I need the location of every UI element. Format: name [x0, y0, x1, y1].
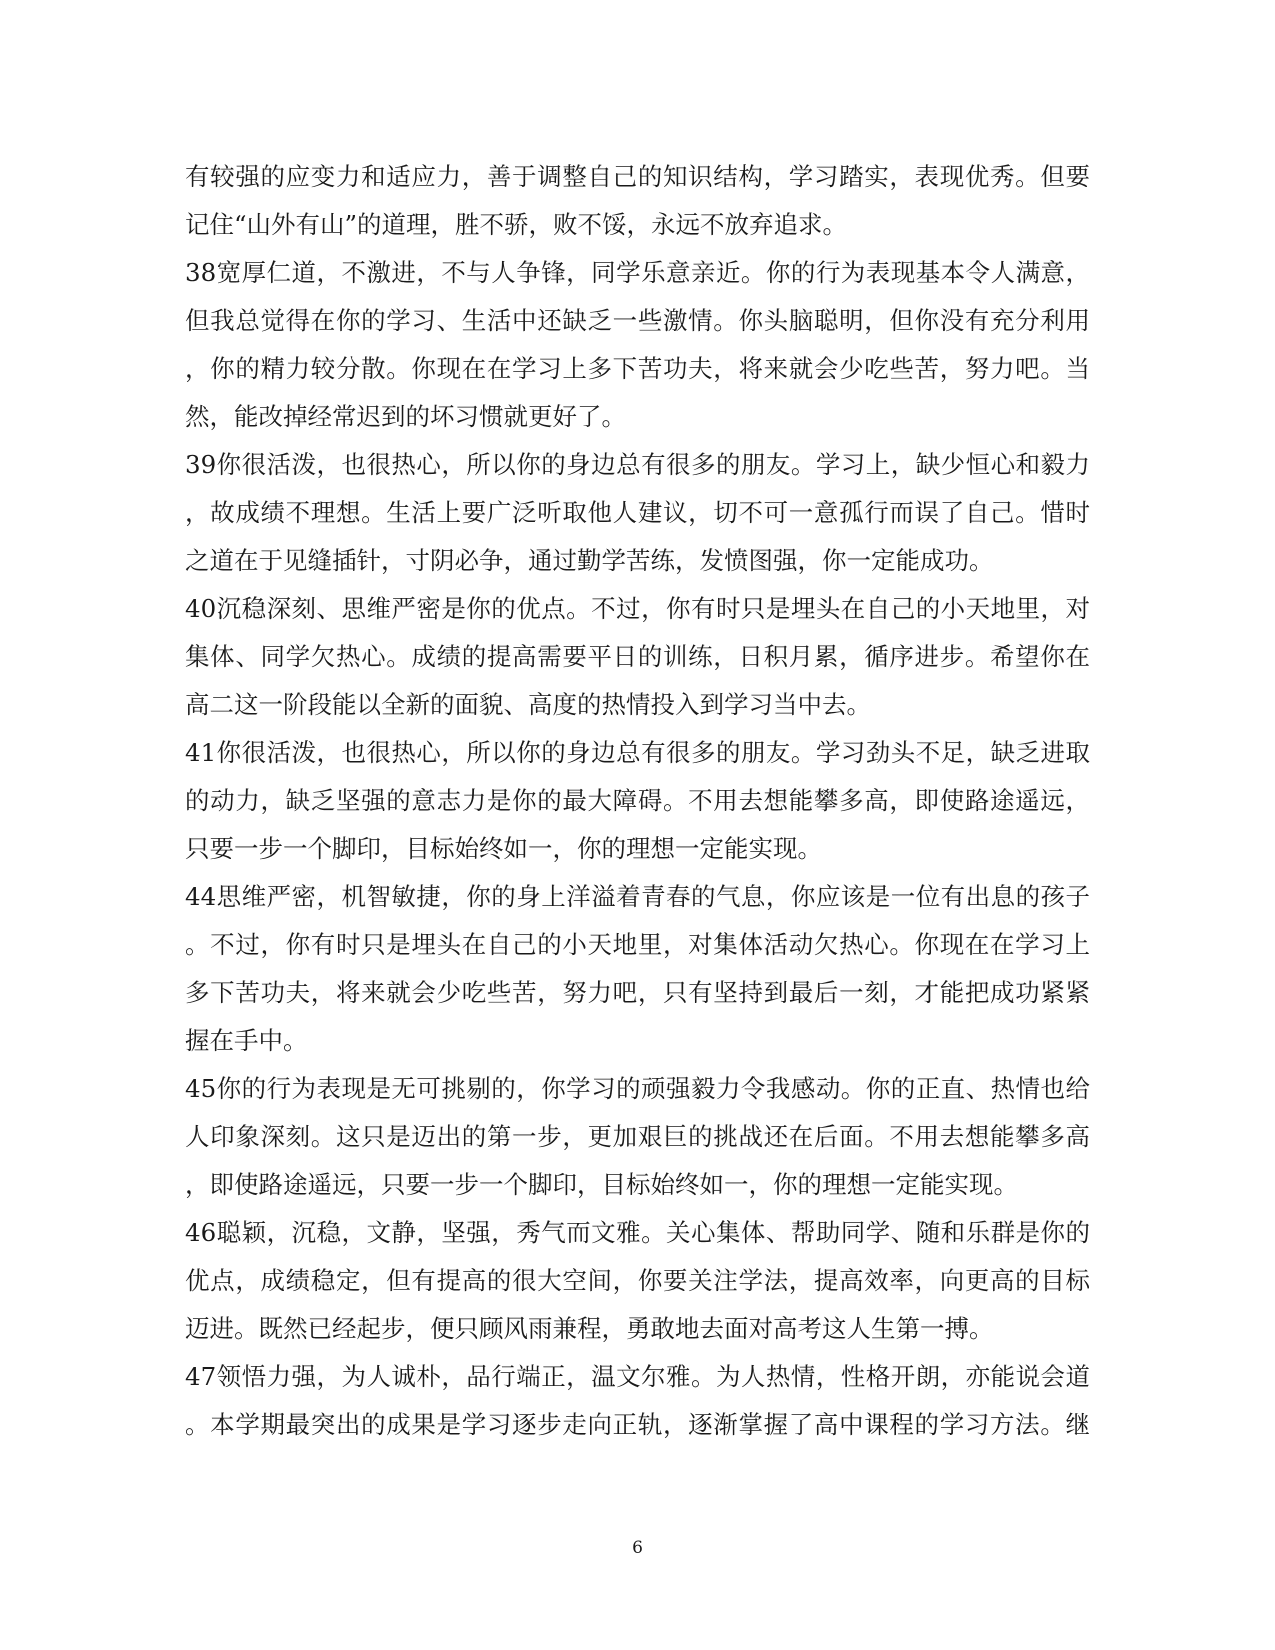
paragraph-45	[185, 1065, 1090, 1209]
text-line: 优点，成绩稳定，但有提高的很大空间，你要关注学法，提高效率，向更高的目标	[185, 1266, 1090, 1295]
text-line: 握在手中。	[185, 1026, 308, 1055]
paragraph-40	[185, 585, 1090, 729]
text-line: 41你很活泼，也很热心，所以你的身边总有很多的朋友。学习劲头不足，缺乏进取	[185, 738, 1090, 767]
paragraph-41	[185, 729, 1090, 873]
text-line: 人印象深刻。这只是迈出的第一步，更加艰巨的挑战还在后面。不用去想能攀多高	[185, 1122, 1090, 1151]
text-line: 迈进。既然已经起步，便只顾风雨兼程，勇敢地去面对高考这人生第一搏。	[185, 1314, 994, 1343]
text-line: 有较强的应变力和适应力，善于调整自己的知识结构，学习踏实，表现优秀。但要	[185, 162, 1090, 191]
text-line: 38宽厚仁道，不激进，不与人争锋，同学乐意亲近。你的行为表现基本令人满意，	[185, 258, 1090, 287]
paragraph-46	[185, 1209, 1090, 1353]
text-line: 高二这一阶段能以全新的面貌、高度的热情投入到学习当中去。	[185, 690, 871, 719]
text-line: 44思维严密，机智敏捷，你的身上洋溢着青春的气息，你应该是一位有出息的孩子	[185, 882, 1090, 911]
text-line: ，故成绩不理想。生活上要广泛听取他人建议，切不可一意孤行而误了自己。惜时	[185, 498, 1090, 527]
text-line: 39你很活泼，也很热心，所以你的身边总有很多的朋友。学习上，缺少恒心和毅力	[185, 450, 1090, 479]
paragraph-intro	[185, 153, 1090, 249]
paragraph-47	[185, 1353, 1090, 1449]
paragraph-44	[185, 873, 1090, 1065]
text-line: 。不过，你有时只是埋头在自己的小天地里，对集体活动欠热心。你现在在学习上	[185, 930, 1090, 959]
text-line: 记住“山外有山”的道理，胜不骄，败不馁，永远不放弃追求。	[185, 210, 848, 239]
text-line: 47领悟力强，为人诚朴，品行端正，温文尔雅。为人热情，性格开朗，亦能说会道	[185, 1362, 1090, 1391]
text-line: 40沉稳深刻、思维严密是你的优点。不过，你有时只是埋头在自己的小天地里，对	[185, 594, 1090, 623]
paragraph-39	[185, 441, 1090, 585]
text-line: 45你的行为表现是无可挑剔的，你学习的顽强毅力令我感动。你的正直、热情也给	[185, 1074, 1090, 1103]
document-body	[185, 153, 1090, 1449]
text-line: 46聪颖，沉稳，文静，坚强，秀气而文雅。关心集体、帮助同学、随和乐群是你的	[185, 1218, 1090, 1247]
text-line: 的动力，缺乏坚强的意志力是你的最大障碍。不用去想能攀多高，即使路途遥远，	[185, 786, 1090, 815]
text-line: 只要一步一个脚印，目标始终如一，你的理想一定能实现。	[185, 834, 822, 863]
text-line: ，你的精力较分散。你现在在学习上多下苦功夫，将来就会少吃些苦，努力吧。当	[185, 354, 1090, 383]
text-line: ，即使路途遥远，只要一步一个脚印，目标始终如一，你的理想一定能实现。	[185, 1170, 1018, 1199]
paragraph-38	[185, 249, 1090, 441]
text-line: 但我总觉得在你的学习、生活中还缺乏一些激情。你头脑聪明，但你没有充分利用	[185, 306, 1090, 335]
page-number: 6	[632, 1538, 643, 1558]
text-line: 。本学期最突出的成果是学习逐步走向正轨，逐渐掌握了高中课程的学习方法。继	[185, 1410, 1090, 1439]
text-line: 集体、同学欠热心。成绩的提高需要平日的训练，日积月累，循序进步。希望你在	[185, 642, 1090, 671]
text-line: 然，能改掉经常迟到的坏习惯就更好了。	[185, 402, 626, 431]
text-line: 之道在于见缝插针，寸阴必争，通过勤学苦练，发愤图强，你一定能成功。	[185, 546, 994, 575]
text-line: 多下苦功夫，将来就会少吃些苦，努力吧，只有坚持到最后一刻，才能把成功紧紧	[185, 978, 1090, 1007]
